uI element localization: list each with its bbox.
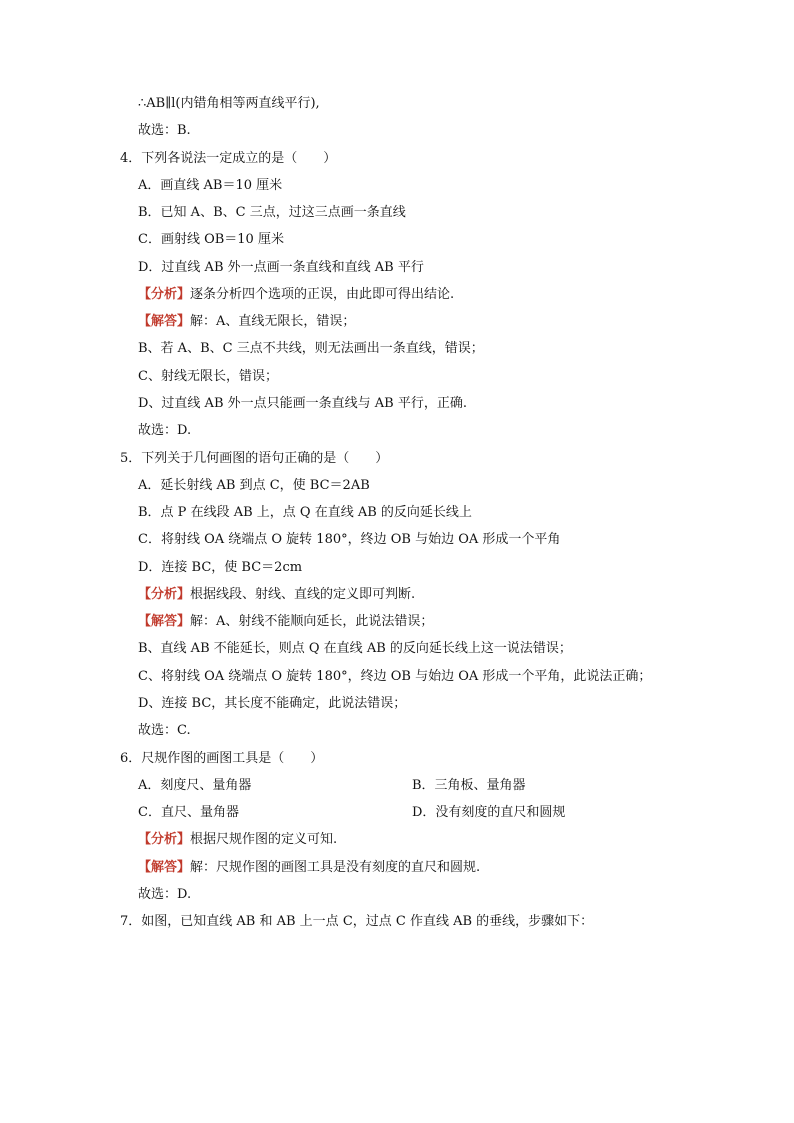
q5-option-c: C．将射线 OA 绕端点 O 旋转 180°，终边 OB 与始边 OA 形成一个平角 — [138, 532, 561, 547]
q6-option-a: A．刻度尺、量角器 — [138, 778, 252, 793]
text-line: C、射线无限长，错误； — [138, 369, 278, 384]
q6-option-c: C．直尺、量角器 — [138, 805, 239, 820]
q5-option-d: D．连接 BC，使 BC＝2cm — [138, 560, 303, 575]
answer-tag: 【解答】 — [138, 614, 191, 629]
q6-analysis — [138, 832, 337, 848]
text-line: ∴AB∥l(内错角相等两直线平行), — [138, 96, 320, 111]
q4-answer — [138, 314, 355, 330]
question-7-stem: 7．如图，已知直线 AB 和 AB 上一点 C，过点 C 作直线 AB 的垂线，步骤如下： — [120, 914, 594, 929]
question-5-stem: 5．下列关于几何画图的语句正确的是（ ） — [120, 451, 389, 466]
answer-tag: 【解答】 — [138, 860, 191, 875]
answer-tag: 【解答】 — [138, 314, 191, 329]
q5-option-a: A．延长射线 AB 到点 C，使 BC＝2AB — [138, 478, 370, 493]
analysis-text: 逐条分析四个选项的正误，由此即可得出结论. — [190, 287, 455, 302]
q6-option-b: B．三角板、量角器 — [412, 778, 526, 793]
q6-option-d: D．没有刻度的直尺和圆规 — [412, 805, 566, 820]
q5-option-b: B．点 P 在线段 AB 上，点 Q 在直线 AB 的反向延长线上 — [138, 505, 472, 520]
answer-text: 解：A、射线不能顺向延长，此说法错误； — [190, 614, 434, 629]
q5-analysis — [138, 587, 415, 603]
text-line: 故选：C. — [138, 723, 191, 738]
text-line: 故选：D. — [138, 423, 192, 438]
q6-answer — [138, 860, 480, 876]
q4-option-a: A．画直线 AB＝10 厘米 — [138, 178, 283, 193]
text-line: C、将射线 OA 绕端点 O 旋转 180°，终边 OB 与始边 OA 形成一个平角，此说法正确； — [138, 669, 652, 684]
q4-option-c: C．画射线 OB＝10 厘米 — [138, 232, 284, 247]
analysis-tag: 【分析】 — [138, 287, 191, 302]
analysis-tag: 【分析】 — [138, 832, 191, 847]
answer-text: 解：A、直线无限长，错误； — [190, 314, 356, 329]
question-6-stem: 6．尺规作图的画图工具是（ ） — [120, 751, 324, 766]
question-4-stem: 4．下列各说法一定成立的是（ ） — [120, 151, 337, 166]
text-line: B、直线 AB 不能延长，则点 Q 在直线 AB 的反向延长线上这一说法错误； — [138, 641, 572, 656]
q4-option-d: D．过直线 AB 外一点画一条直线和直线 AB 平行 — [138, 260, 424, 275]
analysis-text: 根据尺规作图的定义可知. — [190, 832, 338, 847]
analysis-text: 根据线段、射线、直线的定义即可判断. — [190, 587, 416, 602]
answer-text: 解：尺规作图的画图工具是没有刻度的直尺和圆规. — [190, 860, 481, 875]
text-line: D、过直线 AB 外一点只能画一条直线与 AB 平行，正确. — [138, 396, 467, 411]
text-line: 故选：B. — [138, 123, 191, 138]
text-line: 故选：D. — [138, 887, 192, 902]
q5-answer — [138, 614, 433, 630]
analysis-tag: 【分析】 — [138, 587, 191, 602]
q4-analysis — [138, 287, 454, 303]
text-line: B、若 A、B、C 三点不共线，则无法画出一条直线，错误； — [138, 341, 484, 356]
text-line: D、连接 BC，其长度不能确定，此说法错误； — [138, 696, 407, 711]
q4-option-b: B．已知 A、B、C 三点，过这三点画一条直线 — [138, 205, 406, 220]
